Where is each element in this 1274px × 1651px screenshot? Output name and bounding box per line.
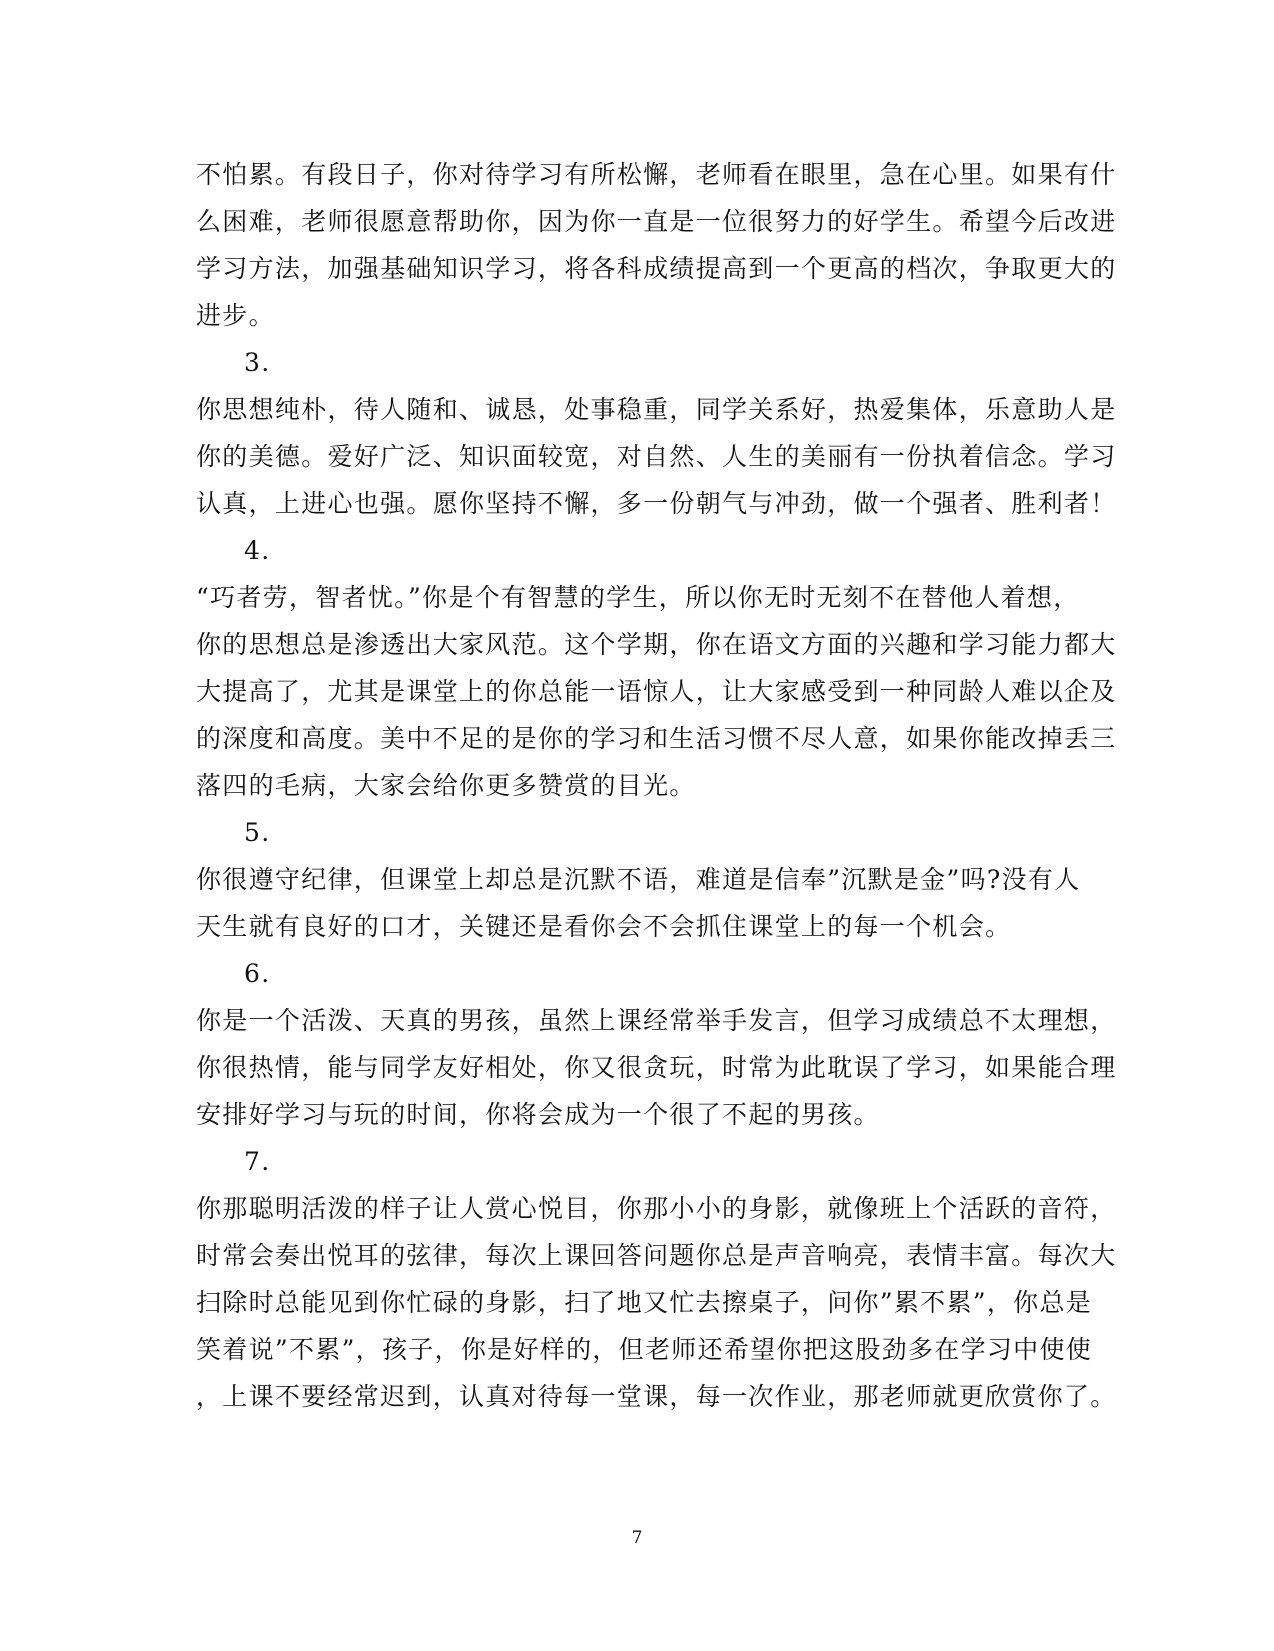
text-line: 认真，上进心也强。愿你坚持不懈，多一份朝气与冲劲，做一个强者、胜利者！ bbox=[196, 489, 1117, 518]
text-line: 你的思想总是渗透出大家风范。这个学期，你在语文方面的兴趣和学习能力都大 bbox=[196, 630, 1117, 659]
text-line: 你很遵守纪律，但课堂上却总是沉默不语，难道是信奉”沉默是金”吗?没有人 bbox=[196, 865, 1081, 894]
page-number: 7 bbox=[631, 1528, 643, 1548]
text-line: 你的美德。爱好广泛、知识面较宽，对自然、人生的美丽有一份执着信念。学习 bbox=[196, 442, 1117, 471]
text-line: 大提高了，尤其是课堂上的你总能一语惊人，让大家感受到一种同龄人难以企及 bbox=[196, 677, 1117, 706]
text-line: 笑着说”不累”，孩子，你是好样的，但老师还希望你把这股劲多在学习中使使 bbox=[196, 1335, 1093, 1364]
text-line: 么困难，老师很愿意帮助你，因为你一直是一位很努力的好学生。希望今后改进 bbox=[196, 207, 1117, 236]
text-line: 安排好学习与玩的时间，你将会成为一个很了不起的男孩。 bbox=[196, 1100, 880, 1129]
text-line: 不怕累。有段日子，你对待学习有所松懈，老师看在眼里，急在心里。如果有什 bbox=[196, 160, 1117, 189]
item-number: 3. bbox=[244, 348, 271, 377]
text-line: 天生就有良好的口才，关键还是看你会不会抓住课堂上的每一个机会。 bbox=[196, 912, 1012, 941]
text-line: 扫除时总能见到你忙碌的身影，扫了地又忙去擦桌子，问你”累不累”，你总是 bbox=[196, 1288, 1093, 1317]
item-number: 6. bbox=[244, 959, 271, 988]
text-line: “巧者劳，智者忧。”你是个有智慧的学生，所以你无时无刻不在替他人着想， bbox=[196, 583, 1080, 612]
text-line: 进步。 bbox=[196, 301, 275, 330]
text-line: 时常会奏出悦耳的弦律，每次上课回答问题你总是声音响亮，表情丰富。每次大 bbox=[196, 1241, 1117, 1270]
item-number: 4. bbox=[244, 536, 271, 565]
text-line: 学习方法，加强基础知识学习，将各科成绩提高到一个更高的档次，争取更大的 bbox=[196, 254, 1117, 283]
text-line: 你是一个活泼、天真的男孩，虽然上课经常举手发言，但学习成绩总不太理想， bbox=[196, 1006, 1117, 1035]
item-number: 7. bbox=[244, 1147, 271, 1176]
text-line: 落四的毛病，大家会给你更多赞赏的目光。 bbox=[196, 771, 696, 800]
text-line: 你很热情，能与同学友好相处，你又很贪玩，时常为此耽误了学习，如果能合理 bbox=[196, 1053, 1117, 1082]
item-number: 5. bbox=[244, 818, 271, 847]
text-line: 你思想纯朴，待人随和、诚恳，处事稳重，同学关系好，热爱集体，乐意助人是 bbox=[196, 395, 1117, 424]
text-line: ，上课不要经常迟到，认真对待每一堂课，每一次作业，那老师就更欣赏你了。 bbox=[196, 1382, 1117, 1411]
text-line: 你那聪明活泼的样子让人赏心悦目，你那小小的身影，就像班上个活跃的音符， bbox=[196, 1194, 1117, 1223]
text-line: 的深度和高度。美中不足的是你的学习和生活习惯不尽人意，如果你能改掉丢三 bbox=[196, 724, 1117, 753]
